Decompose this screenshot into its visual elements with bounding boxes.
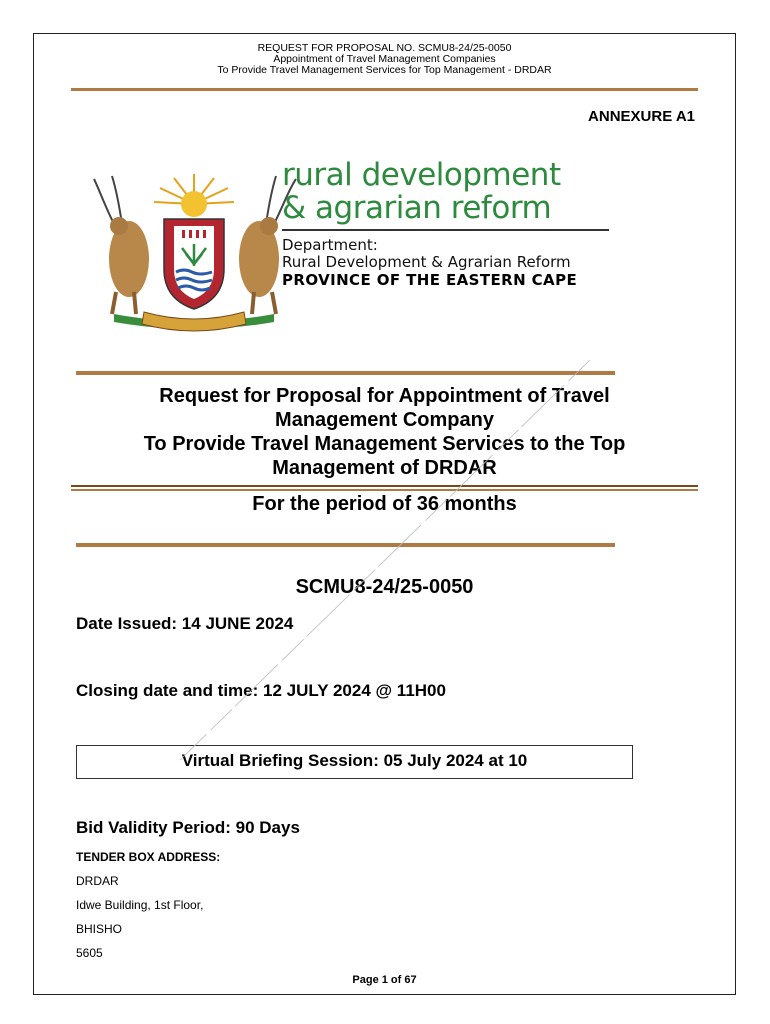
bid-validity: Bid Validity Period: 90 Days bbox=[76, 818, 300, 837]
date-issued: Date Issued: 14 JUNE 2024 bbox=[76, 614, 294, 633]
tender-address-line: 5605 bbox=[76, 946, 103, 960]
page-number: Page 1 of 67 bbox=[352, 974, 417, 986]
period-text: For the period of 36 months bbox=[252, 493, 517, 515]
logo-line-1: rural development bbox=[282, 157, 561, 193]
title-line-1: Request for Proposal for Appointment of Travel bbox=[159, 385, 610, 407]
header-line-1: REQUEST FOR PROPOSAL NO. SCMU8-24/25-0050 bbox=[257, 42, 512, 54]
reference-code: SCMU8-24/25-0050 bbox=[295, 576, 474, 598]
title-line-3: To Provide Travel Management Services to the Top bbox=[143, 433, 626, 455]
closing-date: Closing date and time: 12 JULY 2024 @ 11H00 bbox=[76, 681, 446, 700]
tender-address-line: Idwe Building, 1st Floor, bbox=[76, 898, 204, 912]
tender-address-line: DRDAR bbox=[76, 874, 119, 888]
dept-label: Department: bbox=[282, 236, 378, 254]
briefing-text: Virtual Briefing Session: 05 July 2024 at 10 bbox=[181, 751, 528, 770]
header-line-2: Appointment of Travel Management Companies bbox=[273, 53, 496, 65]
dept-name: Rural Development & Agrarian Reform bbox=[282, 253, 571, 271]
logo-line-2: & agrarian reform bbox=[282, 190, 552, 226]
tender-address-line: BHISHO bbox=[76, 922, 123, 936]
title-line-2: Management Company bbox=[275, 409, 494, 431]
tender-box-heading: TENDER BOX ADDRESS: bbox=[76, 850, 221, 864]
header-line-3: To Provide Travel Management Services for Top Management - DRDAR bbox=[217, 64, 552, 76]
annexure-label: ANNEXURE A1 bbox=[588, 108, 695, 125]
title-line-4: Management of DRDAR bbox=[272, 457, 497, 479]
province-name: PROVINCE OF THE EASTERN CAPE bbox=[282, 271, 578, 289]
